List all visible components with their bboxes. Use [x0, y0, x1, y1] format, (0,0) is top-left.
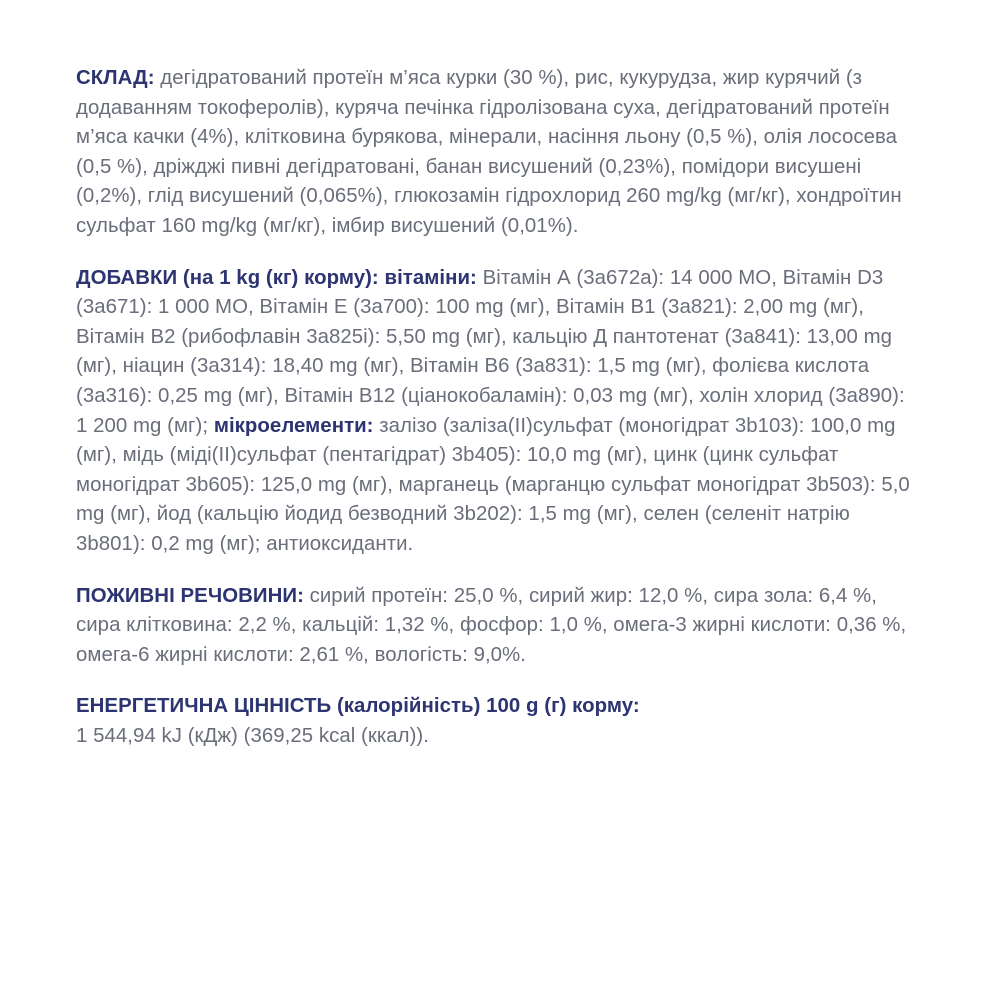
- vitamins-text: Вітамін А (3а672а): 14 000 МО, Вітамін D3 (3а671): 1 000 МО, Вітамін Е (3а700): 100 mg (мг), Вітамін В1 (3а821): 2,00 mg (мг), Вітамін В2 (рибофлавін 3а825і): 5,50 mg (мг), кальцію Д пантотенат (3а841): 13,00 mg (мг), ніацин (3а314): 18,40 mg (мг), Вітамін В6 (3а831): 1,5 mg (мг), фолієва кислота (3а316): 0,25 mg (мг), Вітамін В12 (ціанокобаламін): 0,03 mg (мг), холін хлорид (3а890): 1 200 mg (мг);: [76, 266, 905, 437]
- nutrients-heading: ПОЖИВНІ РЕЧОВИНИ:: [76, 584, 304, 607]
- additives-section: [76, 264, 916, 560]
- trace-elements-label: мікроелементи:: [213, 414, 374, 437]
- energy-text: 1 544,94 kJ (кДж) (369,25 kcal (ккал)).: [76, 724, 429, 747]
- ingredients-document: [76, 64, 916, 751]
- trace-elements-text: залізо (заліза(ІІ)сульфат (моногідрат 3b103): 100,0 mg (мг), мідь (міді(ІІ)сульфат (пентагідрат) 3b405): 10,0 mg (мг), цинк (цинк сульфат моногідрат 3b605): 125,0 mg (мг), марганець (марганцю сульфат моногідрат 3b503): 5,0 mg (мг), йод (кальцію йодид безводний 3b202): 1,5 mg (мг), селен (селеніт натрію 3b801): 0,2 mg (мг); антиоксиданти.: [76, 414, 910, 555]
- composition-section: [76, 64, 916, 242]
- composition-heading: СКЛАД:: [76, 67, 155, 89]
- composition-text: дегідратований протеїн м’яса курки (30 %), рис, кукурудза, жир курячий (з додаванням токоферолів), куряча печінка гідролізована суха, дегідратований протеїн м’яса качки (4%), клітковина бурякова, мінерали, насіння льону (0,5 %), олія лососева (0,5 %), дріжджі пивні дегідратовані, банан висушений (0,23%), помідори висушені (0,2%), глід висушений (0,065%), глюкозамін гідрохлорид 260 mg/kg (мг/кг), хондроїтин сульфат 160 mg/kg (мг/кг), імбир висушений (0,01%).: [76, 67, 902, 237]
- nutrients-text: сирий протеїн: 25,0 %, сирий жир: 12,0 %, сира зола: 6,4 %, сира клітковина: 2,2 %, кальцій: 1,32 %, фосфор: 1,0 %, омега-3 жирні кислоти: 0,36 %, омега-6 жирні кислоти: 2,61 %, вологість: 9,0%.: [76, 584, 907, 666]
- energy-section: [76, 692, 916, 751]
- nutrients-section: [76, 582, 916, 671]
- vitamins-label: вітаміни:: [384, 266, 477, 289]
- energy-heading: ЕНЕРГЕТИЧНА ЦІННІСТЬ (калорійність) 100 g (г) корму:: [76, 695, 640, 718]
- additives-heading: ДОБАВКИ (на 1 kg (кг) корму):: [76, 266, 379, 289]
